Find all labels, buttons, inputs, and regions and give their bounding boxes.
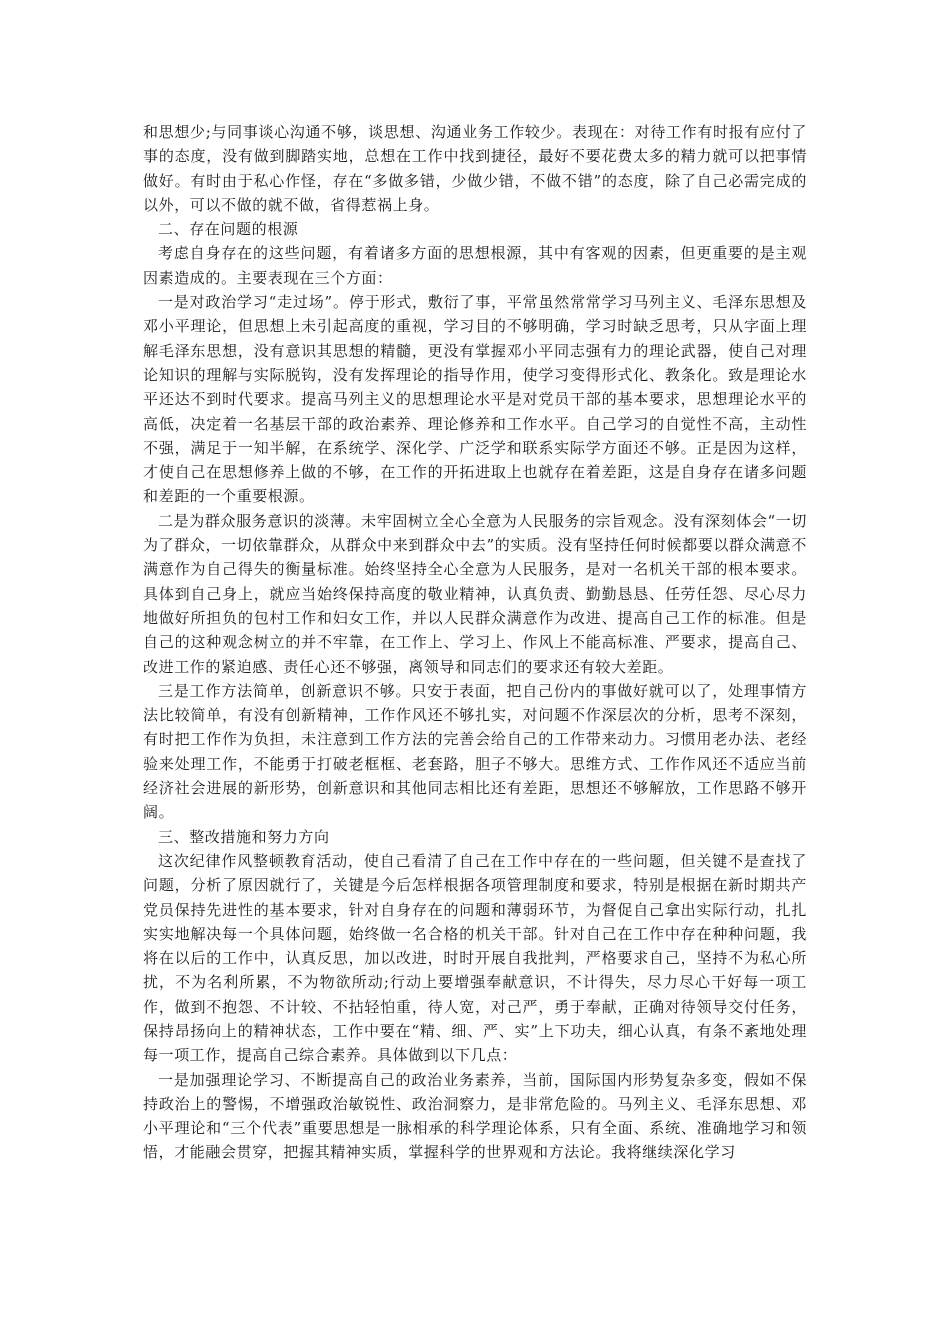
document-page xyxy=(143,120,807,1165)
section-heading-3: 三、整改措施和努力方向 xyxy=(158,827,330,846)
paragraph-service-awareness: 二是为群众服务意识的淡薄。未牢固树立全心全意为人民服务的宗旨观念。没有深刻体会“一切为了群众，一切依靠群众，从群众中来到群众中去”的实质。没有坚持任何时候都要以群众满意不满意作为自己得失的衡量标准。始终坚持全心全意为人民服务，是对一名机关干部的根本要求。具体到自己身上，就应当始终保持高度的敬业精神，认真负责、勤勤恳恳、任劳任怨、尽心尽力地做好所担负的包村工作和妇女工作，并以人民群众满意作为改进、提高自己工作的标准。但是自己的这种观念树立的并不牢靠，在工作上、学习上、作风上不能高标准、严要求，提高自己、改进工作的紧迫感、责任心还不够强，离领导和同志们的要求还有较大差距。 xyxy=(143,511,807,676)
paragraph-political-study: 一是对政治学习“走过场”。停于形式，敷衍了事，平常虽然常常学习马列主义、毛泽东思想及邓小平理论，但思想上未引起高度的重视，学习目的不够明确，学习时缺乏思考，只从字面上理解毛泽东思想，没有意识其思想的精髓，更没有掌握邓小平同志强有力的理论武器，使自己对理论知识的理解与实际脱钩，没有发挥理论的指导作用，使学习变得形式化、教条化。致是理论水平还达不到时代要求。提高马列主义的思想理论水平是对党员干部的基本要求，思想理论水平的高低，决定着一名基层干部的政治素养、理论修养和工作水平。自己学习的自觉性不高，主动性不强，满足于一知半解，在系统学、深化学、广泛学和联系实际学方面还不够。正是因为这样，才使自己在思想修养上做的不够，在工作的开拓进取上也就存在着差距，这是自身存在诸多问题和差距的一个重要根源。 xyxy=(143,293,807,506)
section-heading-2: 二、存在问题的根源 xyxy=(158,220,299,239)
paragraph-intro: 和思想少;与同事谈心沟通不够，谈思想、沟通业务工作较少。表现在：对待工作有时报有应付了事的态度，没有做到脚踏实地，总想在工作中找到捷径，最好不要花费太多的精力就可以把事情做好。有时由于私心作怪，存在“多做多错，少做少错，不做不错”的态度，除了自己必需完成的以外，可以不做的就不做，省得惹祸上身。 xyxy=(143,123,807,214)
paragraph-work-methods: 三是工作方法简单，创新意识不够。只安于表面，把自己份内的事做好就可以了，处理事情方法比较简单，有没有创新精神，工作作风还不够扎实，对问题不作深层次的分析，思考不深刻，有时把工作作为负担，未注意到工作方法的完善会给自己的工作带来动力。习惯用老办法、老经验来处理工作，不能勇于打破老框框、老套路，胆子不够大。思维方式、工作作风还不适应当前经济社会进展的新形势，创新意识和其他同志相比还有差距，思想还不够解放，工作思路不够开阔。 xyxy=(143,681,807,822)
paragraph-rectification-intro: 这次纪律作风整顿教育活动，使自己看清了自己在工作中存在的一些问题，但关键不是查找了问题，分析了原因就行了，关键是今后怎样根据各项管理制度和要求，特别是根据在新时期共产党员保持先进性的基本要求，针对自身存在的问题和薄弱环节，为督促自己拿出实际行动，扎扎实实地解决每一个具体问题，始终做一名合格的机关干部。针对自己在工作中存在种种问题，我将在以后的工作中，认真反思，加以改进，时时开展自我批判，严格要求自己，坚持不为私心所扰，不为名利所累，不为物欲所动;行动上要增强奉献意识，不计得失，尽力尽心干好每一项工作，做到不抱怨、不计较、不拈轻怕重，待人宽，对己严，勇于奉献，正确对待领导交付任务，保持昂扬向上的精神状态，工作中要在“精、细、严、实”上下功夫，细心认真，有条不紊地处理每一项工作，提高自己综合素养。具体做到以下几点： xyxy=(143,851,807,1065)
paragraph-theory-study: 一是加强理论学习、不断提高自己的政治业务素养，当前，国际国内形势复杂多变，假如不保持政治上的警惕，不增强政治敏锐性、政治洞察力，是非常危险的。马列主义、毛泽东思想、邓小平理论和“三个代表”重要思想是一脉相承的科学理论体系，只有全面、系统、准确地学习和领悟，才能融会贯穿，把握其精神实质，掌握科学的世界观和方法论。我将继续深化学习 xyxy=(143,1070,807,1162)
paragraph-root-causes-intro: 考虑自身存在的这些问题，有着诸多方面的思想根源，其中有客观的因素，但更重要的是主观因素造成的。主要表现在三个方面： xyxy=(143,244,807,287)
